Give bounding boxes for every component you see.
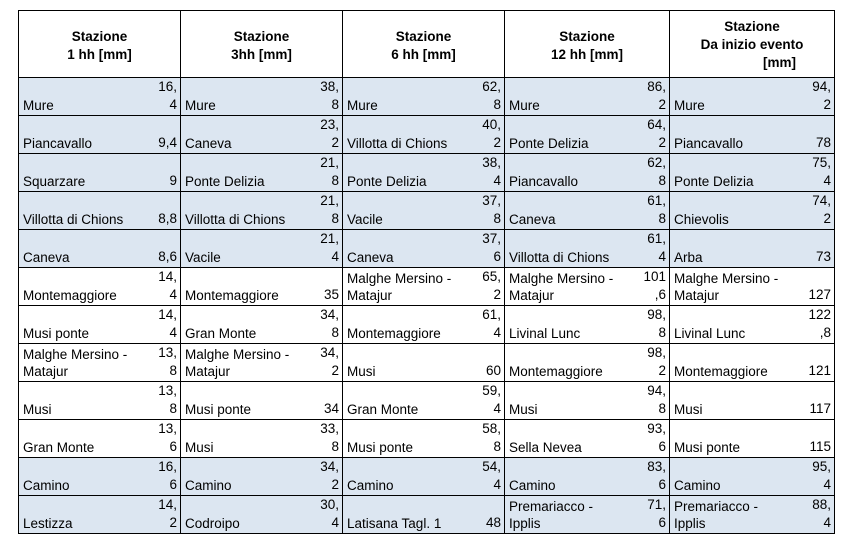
table-cell bbox=[181, 496, 343, 534]
table-cell bbox=[181, 306, 343, 344]
table-row bbox=[19, 268, 835, 306]
station-name: Vacile bbox=[185, 250, 221, 265]
table-cell bbox=[670, 192, 835, 230]
table-cell bbox=[670, 78, 835, 116]
station-name: Malghe Mersino - Matajur bbox=[185, 347, 290, 379]
station-name: Musi ponte bbox=[185, 402, 252, 417]
table-row bbox=[19, 458, 835, 496]
rain-value: 48 bbox=[485, 515, 501, 530]
rain-value: 37, 6 bbox=[482, 231, 501, 264]
table-cell bbox=[19, 78, 181, 116]
station-name: Villotta di Chions bbox=[347, 136, 448, 151]
table-cell bbox=[343, 116, 505, 154]
rain-value: 34, 2 bbox=[320, 345, 339, 378]
table-cell bbox=[181, 78, 343, 116]
table-cell bbox=[505, 382, 670, 420]
rain-value: 34, 8 bbox=[320, 307, 339, 340]
station-name: Caneva bbox=[347, 250, 394, 265]
table-cell bbox=[505, 496, 670, 534]
table-row bbox=[19, 496, 835, 534]
table-cell bbox=[19, 192, 181, 230]
rain-value: 98, 2 bbox=[647, 345, 666, 378]
station-name: Villotta di Chions bbox=[23, 212, 124, 227]
rain-value: 14, 4 bbox=[158, 307, 177, 340]
rain-value: 16, 4 bbox=[158, 79, 177, 112]
table-cell bbox=[670, 344, 835, 382]
header-title: Stazione bbox=[724, 19, 780, 34]
station-name: Musi bbox=[674, 402, 703, 417]
station-name: Mure bbox=[185, 98, 216, 113]
header-unit: 6 hh [mm] bbox=[391, 47, 456, 62]
station-name: Mure bbox=[509, 98, 540, 113]
rain-value: 8,6 bbox=[158, 249, 177, 264]
table-cell bbox=[19, 344, 181, 382]
table-cell bbox=[670, 230, 835, 268]
rain-value: 62, 8 bbox=[647, 155, 666, 188]
station-name: Lestizza bbox=[23, 516, 73, 531]
rain-value: 95, 4 bbox=[812, 459, 831, 492]
table-cell bbox=[670, 458, 835, 496]
table-cell bbox=[181, 268, 343, 306]
station-name: Piancavallo bbox=[509, 174, 579, 189]
table-cell bbox=[505, 268, 670, 306]
station-name: Montemaggiore bbox=[347, 326, 441, 341]
rain-value: 101 ,6 bbox=[643, 269, 666, 302]
station-name: Premariacco - Ipplis bbox=[509, 499, 594, 531]
station-name: Musi ponte bbox=[23, 326, 90, 341]
rain-value: 33, 8 bbox=[320, 421, 339, 454]
table-cell bbox=[181, 192, 343, 230]
header-title: Stazione bbox=[395, 29, 452, 44]
rain-value: 14, 4 bbox=[158, 269, 177, 302]
rain-value: 71, 6 bbox=[647, 497, 666, 530]
table-cell bbox=[670, 268, 835, 306]
rain-value: 121 bbox=[808, 363, 831, 378]
station-name: Livinal Lunc bbox=[674, 326, 746, 341]
station-name: Camino bbox=[509, 478, 556, 493]
rain-value: 13, 8 bbox=[158, 383, 177, 416]
table-row bbox=[19, 154, 835, 192]
table-cell bbox=[670, 154, 835, 192]
rain-value: 23, 2 bbox=[320, 117, 339, 150]
header-12h bbox=[505, 11, 670, 78]
rain-value: 62, 8 bbox=[482, 79, 501, 112]
table-cell bbox=[19, 382, 181, 420]
station-name: Musi bbox=[23, 402, 52, 417]
table-row bbox=[19, 306, 835, 344]
rain-value: 9 bbox=[169, 173, 177, 188]
table-cell bbox=[505, 420, 670, 458]
header-event bbox=[670, 11, 835, 78]
station-name: Malghe Mersino - Matajur bbox=[23, 347, 128, 379]
rain-value: 37, 8 bbox=[482, 193, 501, 226]
rain-value: 8,8 bbox=[158, 211, 177, 226]
table-cell bbox=[181, 382, 343, 420]
station-name: Villotta di Chions bbox=[185, 212, 286, 227]
table-cell bbox=[343, 420, 505, 458]
header-title: Stazione bbox=[559, 29, 615, 44]
station-name: Malghe Mersino - Matajur bbox=[674, 271, 779, 303]
rain-value: 60 bbox=[485, 363, 501, 378]
rain-value: 13, 8 bbox=[158, 345, 177, 378]
header-title: Stazione bbox=[233, 29, 290, 44]
table-cell bbox=[505, 154, 670, 192]
rain-value: 88, 4 bbox=[812, 497, 831, 530]
rain-value: 64, 2 bbox=[647, 117, 666, 150]
rain-value: 30, 4 bbox=[320, 497, 339, 530]
rain-value: 61, 4 bbox=[647, 231, 666, 264]
table-cell bbox=[181, 458, 343, 496]
table-cell bbox=[343, 496, 505, 534]
table-body bbox=[19, 78, 835, 534]
rain-value: 73 bbox=[815, 249, 831, 264]
rainfall-table bbox=[18, 10, 835, 534]
rain-value: 16, 6 bbox=[158, 459, 177, 492]
station-name: Mure bbox=[23, 98, 54, 113]
rain-value: 14, 2 bbox=[158, 497, 177, 530]
station-name: Caneva bbox=[185, 136, 232, 151]
rain-value: 127 bbox=[808, 287, 831, 302]
station-name: Mure bbox=[674, 98, 705, 113]
rain-value: 61, 4 bbox=[482, 307, 501, 340]
station-name: Squarzare bbox=[23, 174, 86, 189]
table-row bbox=[19, 192, 835, 230]
header-unit: [mm] bbox=[763, 55, 796, 70]
station-name: Musi bbox=[185, 440, 214, 455]
rain-value: 122 ,8 bbox=[808, 307, 831, 340]
header-title: Stazione bbox=[71, 29, 128, 44]
rain-value: 61, 8 bbox=[647, 193, 666, 226]
station-name: Ponte Delizia bbox=[347, 174, 427, 189]
rain-value: 9,4 bbox=[158, 135, 177, 150]
station-name: Gran Monte bbox=[347, 402, 419, 417]
table-row bbox=[19, 344, 835, 382]
table-row bbox=[19, 230, 835, 268]
table-cell bbox=[181, 420, 343, 458]
table-cell bbox=[181, 230, 343, 268]
rain-value: 38, 4 bbox=[482, 155, 501, 188]
station-name: Musi ponte bbox=[347, 440, 414, 455]
station-name: Montemaggiore bbox=[509, 364, 603, 379]
station-name: Montemaggiore bbox=[674, 364, 768, 379]
station-name: Piancavallo bbox=[23, 136, 93, 151]
rain-value: 34 bbox=[323, 401, 339, 416]
table-cell bbox=[505, 116, 670, 154]
table-cell bbox=[343, 306, 505, 344]
table-row bbox=[19, 116, 835, 154]
rain-value: 65, 2 bbox=[482, 269, 501, 302]
rain-value: 94, 2 bbox=[812, 79, 831, 112]
rain-value: 35 bbox=[323, 287, 339, 302]
table-row bbox=[19, 420, 835, 458]
table-row bbox=[19, 78, 835, 116]
rain-value: 58, 8 bbox=[482, 421, 501, 454]
station-name: Musi bbox=[347, 364, 376, 379]
rain-value: 86, 2 bbox=[647, 79, 666, 112]
station-name: Gran Monte bbox=[23, 440, 95, 455]
table-cell bbox=[670, 116, 835, 154]
station-name: Gran Monte bbox=[185, 326, 257, 341]
rain-value: 93, 6 bbox=[647, 421, 666, 454]
table-cell bbox=[505, 230, 670, 268]
table-cell bbox=[19, 420, 181, 458]
table-cell bbox=[670, 496, 835, 534]
table-cell bbox=[343, 344, 505, 382]
rain-value: 115 bbox=[809, 439, 831, 454]
station-name: Musi ponte bbox=[674, 440, 741, 455]
rain-value: 40, 2 bbox=[482, 117, 501, 150]
rain-value: 13, 6 bbox=[158, 421, 177, 454]
station-name: Ponte Delizia bbox=[185, 174, 265, 189]
station-name: Camino bbox=[23, 478, 70, 493]
station-name: Montemaggiore bbox=[185, 288, 279, 303]
table-cell bbox=[181, 344, 343, 382]
table-cell bbox=[505, 344, 670, 382]
table-cell bbox=[181, 116, 343, 154]
table-cell bbox=[19, 496, 181, 534]
header-unit: 3hh [mm] bbox=[231, 47, 292, 62]
table-cell bbox=[19, 154, 181, 192]
table-cell bbox=[343, 230, 505, 268]
rain-value: 21, 8 bbox=[320, 193, 339, 226]
station-name: Villotta di Chions bbox=[509, 250, 610, 265]
station-name: Camino bbox=[347, 478, 394, 493]
table-cell bbox=[19, 458, 181, 496]
rain-value: 59, 4 bbox=[482, 383, 501, 416]
station-name: Latisana Tagl. 1 bbox=[347, 516, 442, 531]
station-name: Malghe Mersino - Matajur bbox=[509, 271, 614, 303]
table-cell bbox=[19, 306, 181, 344]
table-cell bbox=[505, 78, 670, 116]
rain-value: 54, 4 bbox=[482, 459, 501, 492]
station-name: Vacile bbox=[347, 212, 383, 227]
station-name: Piancavallo bbox=[674, 136, 744, 151]
station-name: Musi bbox=[509, 402, 538, 417]
table-cell bbox=[343, 458, 505, 496]
station-name: Codroipo bbox=[185, 516, 240, 531]
table-cell bbox=[505, 192, 670, 230]
station-name: Arba bbox=[674, 250, 703, 265]
table-cell bbox=[505, 306, 670, 344]
station-name: Sella Nevea bbox=[509, 440, 582, 455]
rain-value: 83, 6 bbox=[647, 459, 666, 492]
table-cell bbox=[343, 382, 505, 420]
table-cell bbox=[343, 268, 505, 306]
table-cell bbox=[343, 78, 505, 116]
header-1h bbox=[19, 11, 181, 78]
table-row bbox=[19, 382, 835, 420]
rain-value: 98, 8 bbox=[647, 307, 666, 340]
station-name: Camino bbox=[185, 478, 232, 493]
header-row bbox=[19, 11, 835, 78]
table-cell bbox=[670, 306, 835, 344]
rain-value: 21, 8 bbox=[320, 155, 339, 188]
header-unit: 12 hh [mm] bbox=[550, 47, 623, 62]
table-cell bbox=[505, 458, 670, 496]
header-3h bbox=[181, 11, 343, 78]
station-name: Caneva bbox=[23, 250, 70, 265]
station-name: Malghe Mersino - Matajur bbox=[347, 271, 452, 303]
rain-value: 117 bbox=[809, 401, 831, 416]
header-unit: 1 hh [mm] bbox=[67, 47, 132, 62]
station-name: Ponte Delizia bbox=[674, 174, 754, 189]
station-name: Premariacco - Ipplis bbox=[674, 499, 759, 531]
station-name: Chievolis bbox=[674, 212, 729, 227]
header-6h bbox=[343, 11, 505, 78]
station-name: Mure bbox=[347, 98, 378, 113]
table-cell bbox=[19, 116, 181, 154]
rain-value: 94, 8 bbox=[647, 383, 666, 416]
station-name: Ponte Delizia bbox=[509, 136, 589, 151]
rain-value: 78 bbox=[815, 135, 831, 150]
table-cell bbox=[343, 192, 505, 230]
rain-value: 74, 2 bbox=[812, 193, 831, 226]
station-name: Camino bbox=[674, 478, 721, 493]
rain-value: 38, 8 bbox=[320, 79, 339, 112]
table-cell bbox=[670, 382, 835, 420]
station-name: Livinal Lunc bbox=[509, 326, 581, 341]
rain-value: 34, 2 bbox=[320, 459, 339, 492]
rain-value: 21, 4 bbox=[320, 231, 339, 264]
table-cell bbox=[19, 230, 181, 268]
table-cell bbox=[343, 154, 505, 192]
table-cell bbox=[181, 154, 343, 192]
station-name: Caneva bbox=[509, 212, 556, 227]
table-cell bbox=[670, 420, 835, 458]
table-cell bbox=[19, 268, 181, 306]
station-name: Montemaggiore bbox=[23, 288, 117, 303]
rain-value: 75, 4 bbox=[812, 155, 831, 188]
header-subtitle: Da inizio evento bbox=[700, 37, 804, 52]
